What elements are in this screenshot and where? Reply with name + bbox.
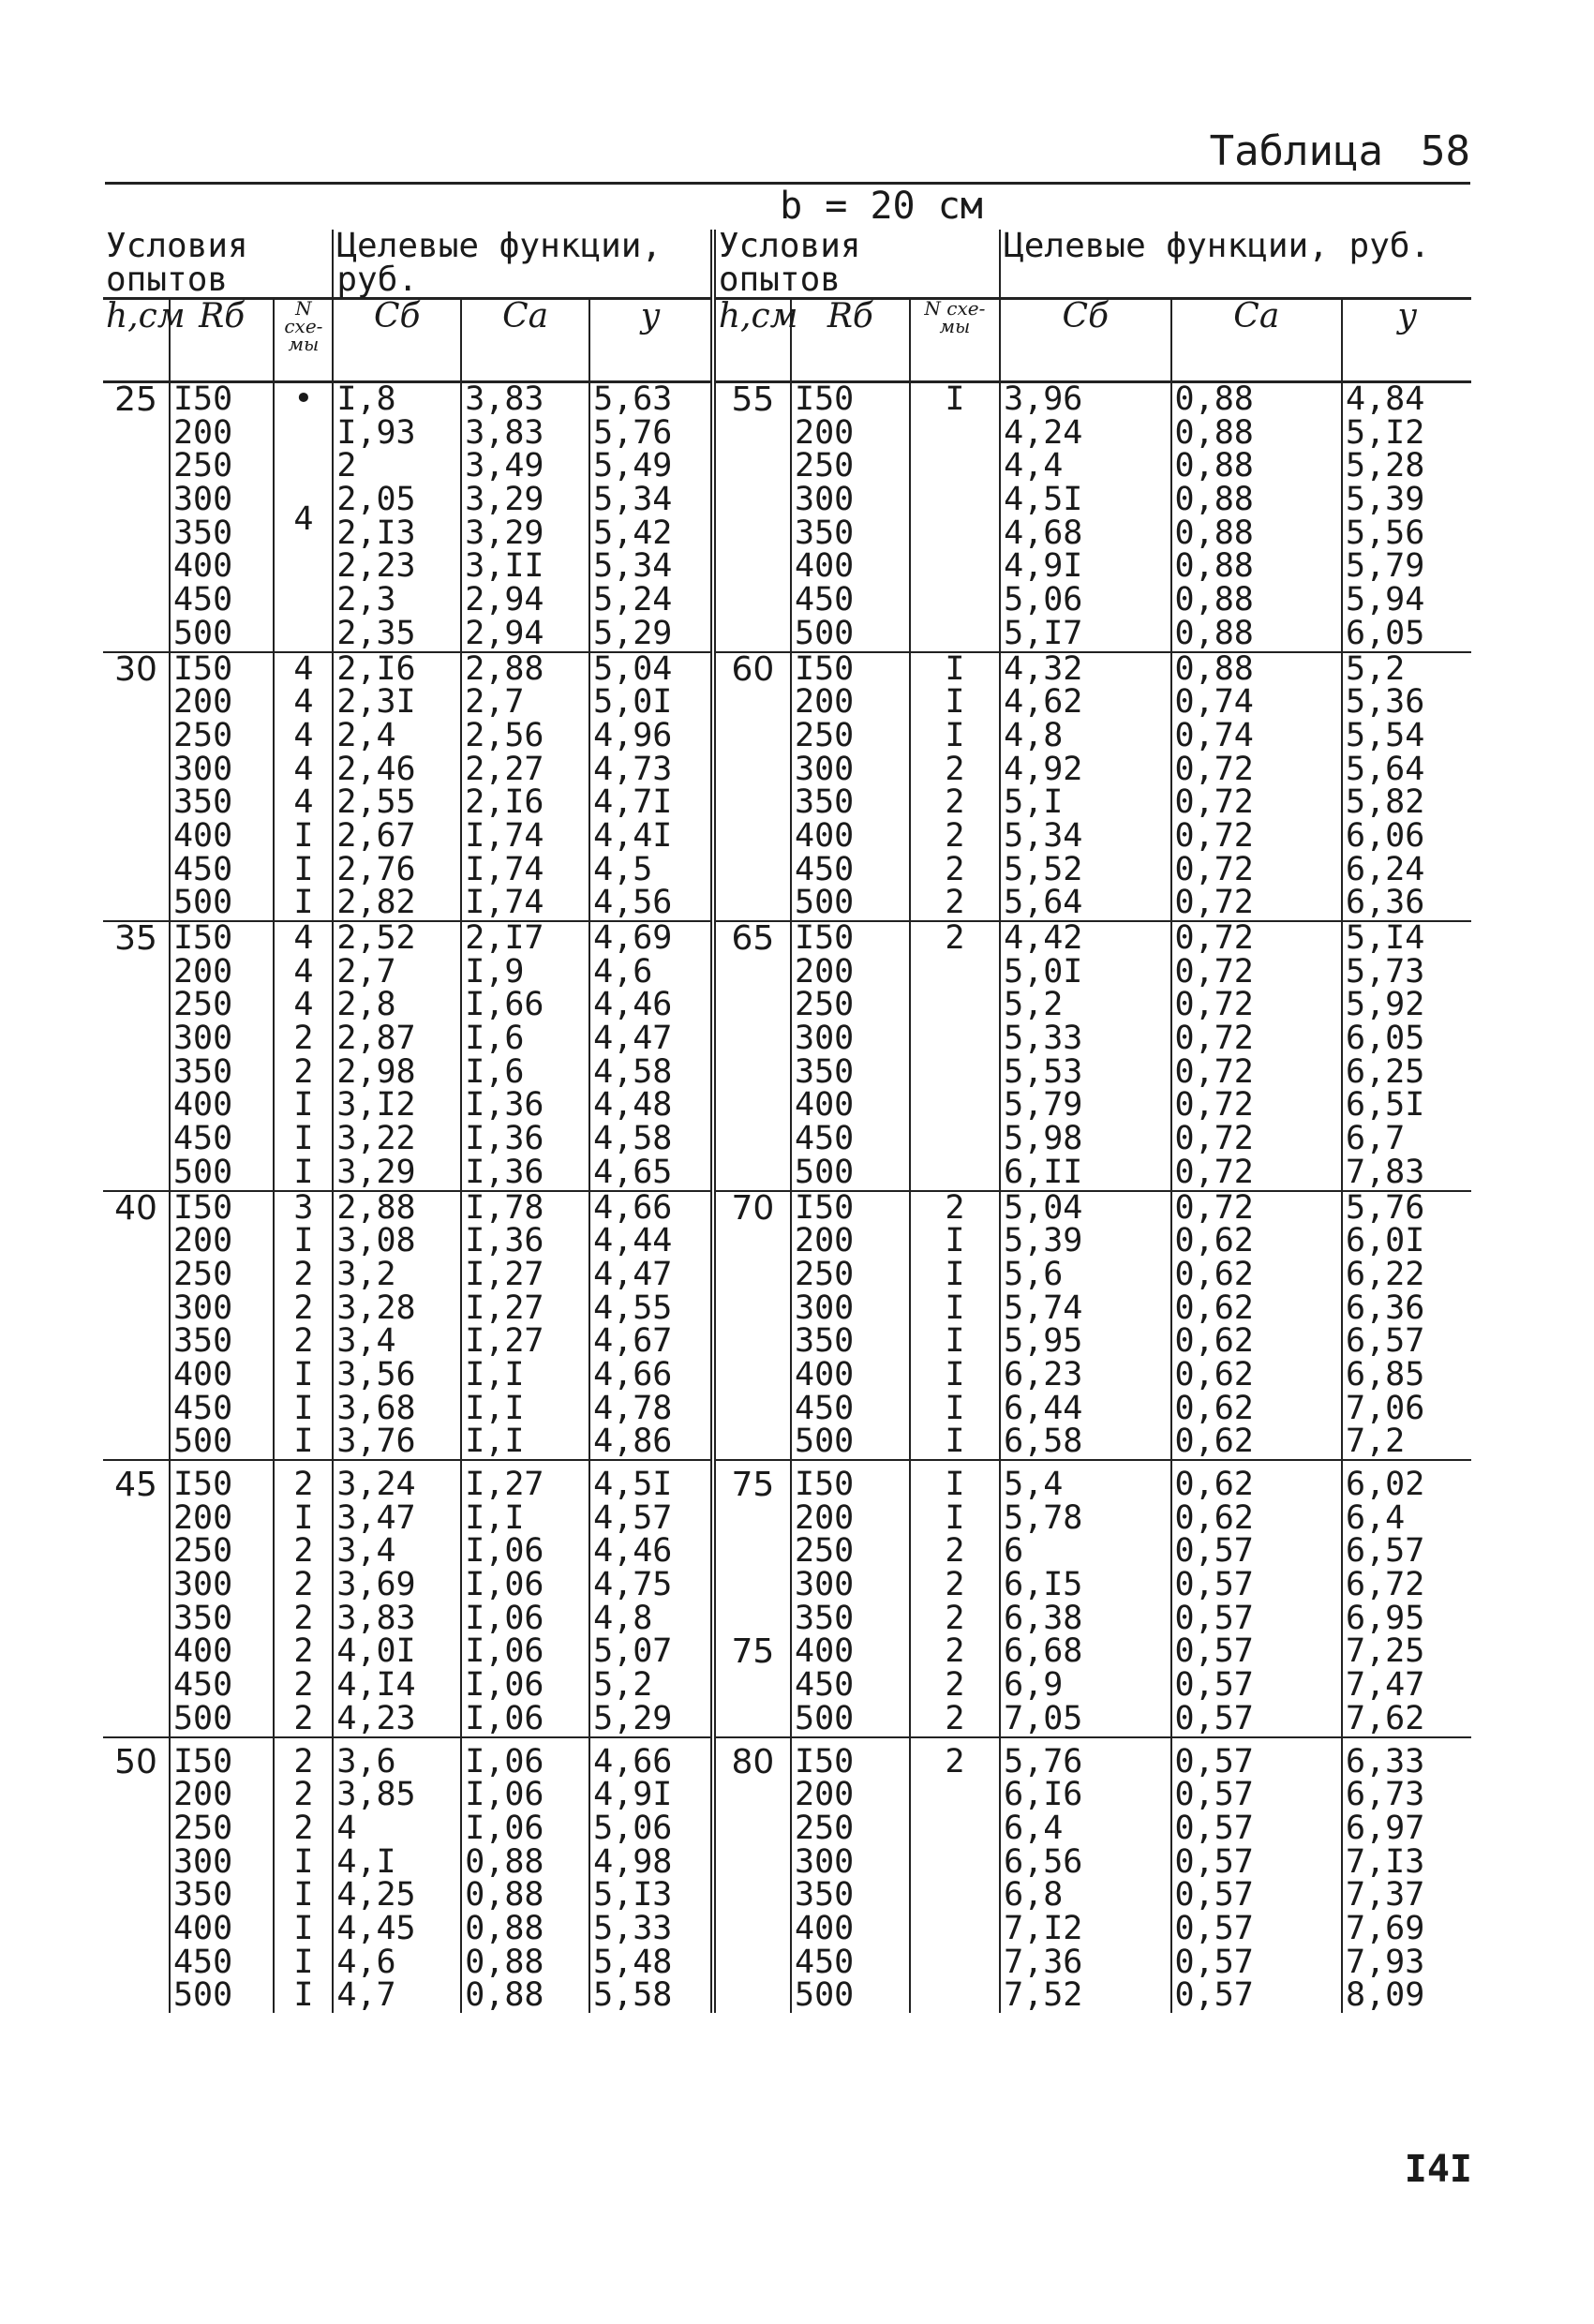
cell-r: 400 450 500 bbox=[170, 1635, 275, 1736]
cell-h: 70 bbox=[713, 1191, 791, 1461]
table-caption bbox=[1209, 127, 1470, 175]
cell-h: 30 bbox=[103, 652, 170, 922]
header-conditions-left: Условия опытов bbox=[103, 230, 333, 299]
cell-y: 6,33 6,73 6,97 7,I3 7,37 7,69 7,93 8,09 bbox=[1346, 1742, 1425, 2015]
cell-n: I bbox=[910, 382, 1000, 652]
table-row bbox=[103, 1635, 1471, 1736]
col-n-left: N схе- мы bbox=[274, 299, 333, 382]
cell-y: 4,66 4,44 4,47 4,55 4,67 4,66 4,78 4,86 bbox=[589, 1191, 713, 1461]
cell-r: I50 200 250 300 350 400 450 500 bbox=[791, 652, 910, 922]
b-width-header: b = 20 см bbox=[780, 185, 983, 228]
cell-n: 2 2 2 I I I I I bbox=[274, 1737, 333, 2014]
cell-cb: 4,32 4,62 4,8 4,92 5,I 5,34 5,52 5,64 bbox=[1000, 652, 1170, 922]
cell-cb: 4,0I 4,I4 4,23 bbox=[333, 1635, 461, 1736]
header-targets-left: Целевые функции, руб. bbox=[333, 230, 713, 299]
col-cb-left: Cб bbox=[333, 299, 461, 382]
cell-y: 5,04 5,0I 4,96 4,73 4,7I 4,4I 4,5 4,56 bbox=[589, 652, 713, 922]
cell-y: 4,84 5,I2 5,28 5,39 5,56 5,79 5,94 6,05 bbox=[1342, 382, 1471, 652]
cell-y: 5,76 6,0I 6,22 6,36 6,57 6,85 7,06 7,2 bbox=[1342, 1191, 1471, 1461]
table-row bbox=[103, 1737, 1471, 2014]
cell-ca: I,06 I,06 I,06 0,88 0,88 0,88 0,88 0,88 bbox=[461, 1737, 589, 2014]
cell-n: 2 I I I I I I I bbox=[910, 1191, 1000, 1461]
cell-ca: I,06 I,06 I,06 bbox=[461, 1635, 589, 1736]
cell-r: I50 200 250 300 350 400 450 500 bbox=[791, 1191, 910, 1461]
cell-n-value: 4 bbox=[293, 499, 314, 538]
cell-n: 4 4 4 2 2 I I I bbox=[274, 921, 333, 1191]
cell-r: I50 200 250 300 350 bbox=[170, 1460, 275, 1635]
cell-h: 35 bbox=[103, 921, 170, 1191]
col-ca-right: Ca bbox=[1171, 299, 1342, 382]
results-table bbox=[103, 227, 1471, 2015]
cell-cb: 6,68 6,9 7,05 bbox=[1000, 1635, 1170, 1736]
col-ca-left: Ca bbox=[461, 299, 589, 382]
cell-h: 75 bbox=[713, 1635, 791, 1736]
cell-h: 45 bbox=[103, 1460, 170, 1635]
cell-ca: I,78 I,36 I,27 I,27 I,27 I,I I,I I,I bbox=[461, 1191, 589, 1461]
cell-cb: 4,42 5,0I 5,2 5,33 5,53 5,79 5,98 6,II bbox=[1000, 921, 1170, 1191]
cell-n: 2 bbox=[910, 1737, 1000, 2014]
table-subheader-row bbox=[103, 299, 1471, 382]
cell-y: 5,63 5,76 5,49 5,34 5,42 5,34 5,24 5,29 bbox=[589, 382, 713, 652]
cell-h: 40 bbox=[103, 1191, 170, 1461]
cell-cb: 5,04 5,39 5,6 5,74 5,95 6,23 6,44 6,58 bbox=[1000, 1191, 1170, 1461]
cell-r: I50 200 250 300 350 400 450 500 bbox=[791, 382, 910, 652]
cell-h: 50 bbox=[103, 1737, 170, 2014]
table-caption-label: Таблица bbox=[1209, 127, 1384, 175]
cell-cb: 3,6 3,85 4 4,I 4,25 4,45 4,6 4,7 bbox=[333, 1737, 461, 2014]
cell-y: 4,66 4,9I 5,06 4,98 5,I3 5,33 5,48 5,58 bbox=[589, 1737, 713, 2014]
cell-cb: 2,I6 2,3I 2,4 2,46 2,55 2,67 2,76 2,82 bbox=[333, 652, 461, 922]
table-caption-number: 58 bbox=[1421, 127, 1470, 175]
cell-h: 25 bbox=[103, 382, 170, 652]
cell-y: 5,I4 5,73 5,92 6,05 6,25 6,5I 6,7 7,83 bbox=[1342, 921, 1471, 1191]
cell-r: 400 450 500 bbox=[791, 1635, 910, 1736]
table-row bbox=[103, 382, 1471, 652]
cell-cb: 2,88 3,08 3,2 3,28 3,4 3,56 3,68 3,76 bbox=[333, 1191, 461, 1461]
cell-ca: 0,57 0,57 0,57 0,57 0,57 0,57 0,57 0,57 bbox=[1171, 1737, 1342, 2014]
cell-n: 4 4 4 4 4 I I I bbox=[274, 652, 333, 922]
cell-y: 4,69 4,6 4,46 4,47 4,58 4,48 4,58 4,65 bbox=[589, 921, 713, 1191]
cell-n: 3 I 2 2 2 I I I bbox=[274, 1191, 333, 1461]
table-row bbox=[103, 652, 1471, 922]
col-h-right: h,см bbox=[713, 299, 791, 382]
cell-cb: 5,76 6,I6 6,4 6,56 6,8 7,I2 7,36 7,52 bbox=[1000, 1737, 1170, 2014]
col-y-right: y bbox=[1342, 299, 1471, 382]
cell-n: 2 2 2 bbox=[910, 1635, 1000, 1736]
cell-r: I50 200 250 300 350 400 450 500 bbox=[170, 1191, 275, 1461]
cell-n: 2 I 2 2 2 bbox=[274, 1460, 333, 1635]
cell-y: 5,07 5,2 5,29 bbox=[589, 1635, 713, 1736]
table-row bbox=[103, 921, 1471, 1191]
cell-n: 2 bbox=[910, 921, 1000, 1191]
cell-h: 80 bbox=[713, 1737, 791, 2014]
cell-h bbox=[103, 1635, 170, 1736]
header-conditions-right: Условия опытов bbox=[713, 230, 1000, 299]
col-h-left: h,см bbox=[103, 299, 170, 382]
cell-r: I50 200 250 300 350 bbox=[791, 1460, 910, 1635]
cell-r: I50 200 250 300 350 400 450 500 bbox=[791, 1737, 910, 2014]
cell-ca: 2,I7 I,9 I,66 I,6 I,6 I,36 I,36 I,36 bbox=[461, 921, 589, 1191]
cell-ca: 0,88 0,88 0,88 0,88 0,88 0,88 0,88 0,88 bbox=[1171, 382, 1342, 652]
col-r-left: Rб bbox=[170, 299, 275, 382]
cell-n: I I 2 2 2 bbox=[910, 1460, 1000, 1635]
cell-r: I50 200 250 300 350 400 450 500 bbox=[170, 921, 275, 1191]
cell-h: 75 bbox=[713, 1460, 791, 1635]
table-row bbox=[103, 1191, 1471, 1461]
cell-ca: 0,72 0,62 0,62 0,62 0,62 0,62 0,62 0,62 bbox=[1171, 1191, 1342, 1461]
cell-ca: 0,88 0,74 0,74 0,72 0,72 0,72 0,72 0,72 bbox=[1171, 652, 1342, 922]
cell-n: I I I 2 2 2 2 2 bbox=[910, 652, 1000, 922]
cell-ca: 0,57 0,57 0,57 bbox=[1171, 1635, 1342, 1736]
cell-cb: 2,52 2,7 2,8 2,87 2,98 3,I2 3,22 3,29 bbox=[333, 921, 461, 1191]
cell-cb: I,8 I,93 2 2,05 2,I3 2,23 2,3 2,35 bbox=[333, 382, 461, 652]
cell-y: 4,5I 4,57 4,46 4,75 4,8 bbox=[589, 1460, 713, 1635]
cell-y: 5,2 5,36 5,54 5,64 5,82 6,06 6,24 6,36 bbox=[1342, 652, 1471, 922]
cell-h: 60 bbox=[713, 652, 791, 922]
cell-cb: 3,96 4,24 4,4 4,5I 4,68 4,9I 5,06 5,I7 bbox=[1000, 382, 1170, 652]
col-r-right: Rб bbox=[791, 299, 910, 382]
header-targets-right: Целевые функции, руб. bbox=[1000, 230, 1471, 299]
cell-ca: 0,62 0,62 0,57 0,57 0,57 bbox=[1171, 1460, 1342, 1635]
cell-h: 65 bbox=[713, 921, 791, 1191]
cell-ca: 0,72 0,72 0,72 0,72 0,72 0,72 0,72 0,72 bbox=[1171, 921, 1342, 1191]
cell-r: I50 200 250 300 350 400 450 500 bbox=[170, 1737, 275, 2014]
cell-r: I50 200 250 300 350 400 450 500 bbox=[170, 652, 275, 922]
page-number: I4I bbox=[1404, 2148, 1472, 2191]
bullet-mark: • bbox=[293, 380, 314, 418]
cell-ca: 3,83 3,83 3,49 3,29 3,29 3,II 2,94 2,94 bbox=[461, 382, 589, 652]
col-y-left: y bbox=[589, 299, 713, 382]
table-row bbox=[103, 1460, 1471, 1635]
cell-cb: 3,24 3,47 3,4 3,69 3,83 bbox=[333, 1460, 461, 1635]
cell-ca: I,27 I,I I,06 I,06 I,06 bbox=[461, 1460, 589, 1635]
cell-y: 6,02 6,4 6,57 6,72 6,95 bbox=[1346, 1466, 1425, 1637]
cell-r: I50 200 250 300 350 400 450 500 bbox=[791, 921, 910, 1191]
table-header-row bbox=[103, 230, 1471, 299]
cell-n bbox=[274, 382, 333, 652]
col-cb-right: Cб bbox=[1000, 299, 1170, 382]
col-n-right: N схе- мы bbox=[910, 299, 1000, 382]
cell-r: I50 200 250 300 350 400 450 500 bbox=[170, 382, 275, 652]
cell-h: 55 bbox=[713, 382, 791, 652]
cell-y: 7,25 7,47 7,62 bbox=[1342, 1635, 1471, 1736]
cell-n: 2 2 2 bbox=[274, 1635, 333, 1736]
cell-ca: 2,88 2,7 2,56 2,27 2,I6 I,74 I,74 I,74 bbox=[461, 652, 589, 922]
cell-cb: 5,4 5,78 6 6,I5 6,38 bbox=[1000, 1460, 1170, 1635]
